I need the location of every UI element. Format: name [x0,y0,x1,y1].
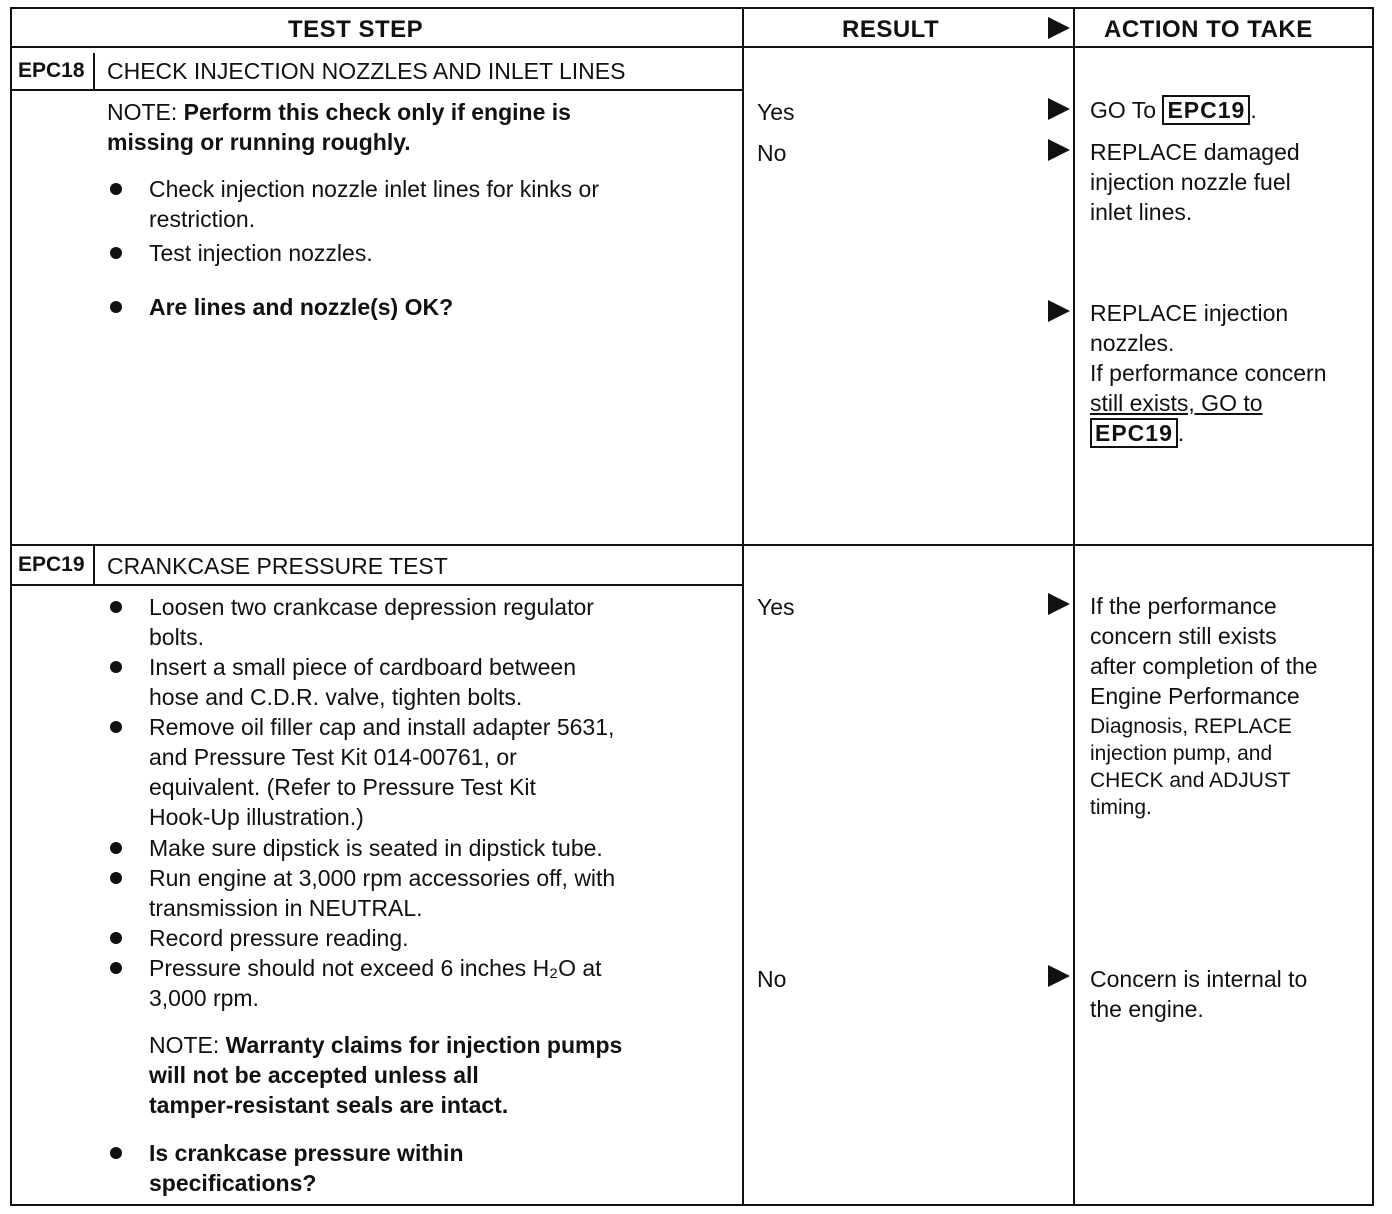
epc19-action-yes-l7: CHECK and ADJUST [1090,769,1291,792]
header-bottom-border [10,46,1374,48]
table-right-border [1372,7,1374,1206]
epc19-id-divider [93,546,95,586]
arrow-right-icon [1048,300,1070,322]
bullet-icon [110,872,122,884]
epc18-step-id: EPC18 [18,59,85,82]
epc19-note [149,1030,622,1060]
epc19-b4: Make sure dipstick is seated in dipstick tube. [149,835,603,861]
column-divider-action [1073,7,1075,1206]
epc18-action-no-line1: REPLACE damaged [1090,139,1300,165]
epc18-action-q-ref [1090,418,1184,448]
epc18-note [107,97,571,127]
epc19-action-yes-l2: concern still exists [1090,623,1277,649]
epc19-b5-l2: transmission in NEUTRAL. [149,895,423,921]
epc19-b5-l1: Run engine at 3,000 rpm accessories off, with [149,865,616,891]
table-left-border [10,7,12,1206]
epc18-result-no: No [757,140,787,166]
epc18-title: CHECK INJECTION NOZZLES AND INLET LINES [107,58,626,84]
goto-text: GO To [1090,97,1157,123]
arrow-right-icon [1048,593,1070,615]
epc19-b1-l1: Loosen two crankcase depression regulator [149,594,594,620]
header-action: ACTION TO TAKE [1104,16,1313,43]
epc19-note-line2: will not be accepted unless all [149,1062,479,1088]
epc18-title-underline [10,89,742,91]
epc19-b7-l2: 3,000 rpm. [149,985,259,1011]
note-label: NOTE: [107,99,178,125]
step-reference-epc19[interactable]: EPC19 [1090,418,1178,448]
epc19-b7-l1: Pressure should not exceed 6 inches H₂O at [149,955,602,981]
epc19-title: CRANKCASE PRESSURE TEST [107,553,448,579]
step-reference-epc19[interactable]: EPC19 [1162,95,1250,125]
epc18-action-q-line2: nozzles. [1090,330,1175,356]
epc19-action-yes-l4: Engine Performance [1090,683,1300,709]
epc19-action-yes-l8: timing. [1090,796,1152,819]
epc19-question-l1: Is crankcase pressure within [149,1140,464,1166]
epc18-bullet1-line2: restriction. [149,206,256,232]
epc19-note-line3: tamper-resistant seals are intact. [149,1092,509,1118]
header-arrow-icon [1048,17,1070,39]
epc18-id-divider [93,53,95,91]
table-bottom-border [10,1204,1374,1206]
epc19-b2-l2: hose and C.D.R. valve, tighten bolts. [149,684,523,710]
epc19-action-yes-l3: after completion of the [1090,653,1318,679]
note-text: Perform this check only if engine is [183,99,571,125]
header-result: RESULT [842,16,940,43]
epc19-action-yes-l5: Diagnosis, REPLACE [1090,715,1292,738]
epc19-result-no: No [757,966,787,992]
epc18-bullet2: Test injection nozzles. [149,240,373,266]
epc19-action-yes-l1: If the performance [1090,593,1277,619]
arrow-right-icon [1048,965,1070,987]
epc18-action-no-line2: injection nozzle fuel [1090,169,1291,195]
bullet-icon [110,301,122,313]
note-text: Warranty claims for injection pumps [225,1032,623,1058]
epc19-b3-l2: and Pressure Test Kit 014-00761, or [149,744,517,770]
epc19-question-l2: specifications? [149,1170,317,1196]
header-test-step: TEST STEP [288,16,424,43]
epc18-note-line2: missing or running roughly. [107,129,411,155]
epc18-bullet1-line1: Check injection nozzle inlet lines for kinks or [149,176,599,202]
epc18-question: Are lines and nozzle(s) OK? [149,294,454,320]
epc18-action-q-line4: still exists, GO to [1090,390,1263,416]
epc19-result-yes: Yes [757,594,795,620]
epc19-action-no-l1: Concern is internal to [1090,966,1308,992]
bullet-icon [110,1147,122,1159]
period: . [1250,97,1257,123]
note-label: NOTE: [149,1032,220,1058]
period: . [1177,420,1185,446]
epc19-b3-l1: Remove oil filler cap and install adapter 5631, [149,714,615,740]
epc18-action-yes [1090,95,1257,125]
bullet-icon [110,183,122,195]
epc19-step-id: EPC19 [18,553,85,576]
bullet-icon [110,601,122,613]
epc19-b2-l1: Insert a small piece of cardboard between [149,654,577,680]
bullet-icon [110,932,122,944]
bullet-icon [110,842,122,854]
epc19-b6: Record pressure reading. [149,925,409,951]
step-divider [10,544,1374,546]
epc18-action-q-line1: REPLACE injection [1090,300,1289,326]
epc19-b1-l2: bolts. [149,624,204,650]
epc19-action-no-l2: the engine. [1090,996,1204,1022]
column-divider-result [742,7,744,1206]
epc19-title-underline [10,584,742,586]
epc18-result-yes: Yes [757,99,795,125]
arrow-right-icon [1048,139,1070,161]
bullet-icon [110,661,122,673]
epc18-action-no-line3: inlet lines. [1090,199,1193,225]
epc19-b3-l4: Hook-Up illustration.) [149,804,364,830]
bullet-icon [110,247,122,259]
epc19-action-yes-l6: injection pump, and [1090,742,1273,765]
epc18-action-q-line3: If performance concern [1090,360,1327,386]
bullet-icon [110,721,122,733]
epc19-b3-l3: equivalent. (Refer to Pressure Test Kit [149,774,536,800]
table-top-border [10,7,1374,9]
bullet-icon [110,962,122,974]
arrow-right-icon [1048,98,1070,120]
